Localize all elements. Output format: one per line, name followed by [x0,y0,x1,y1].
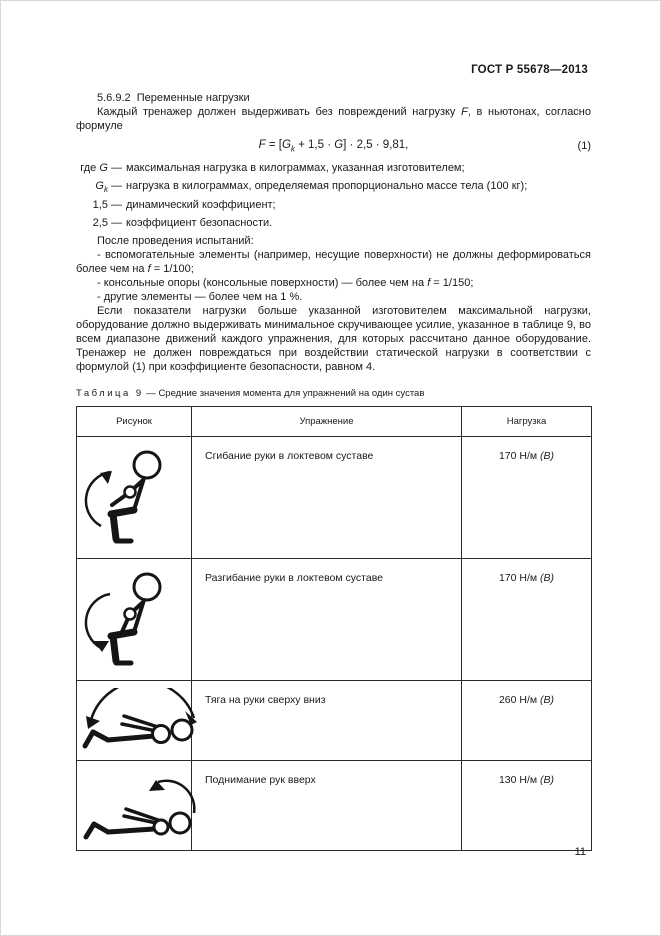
definition-line [76,198,591,216]
definition-line [76,216,591,234]
seated-elbow-flexion-figure [81,446,187,550]
caption-text: — Средние значения момента для упражнений на один сустав [143,388,425,400]
figure-cell [77,761,192,851]
test-condition-item: - другие элементы — более чем на 1 %. [97,291,303,304]
formula-block [76,138,591,156]
load-table [76,406,592,851]
figure-cell [77,681,192,761]
header-cell-figure: Рисунок [77,407,192,437]
exercise-cell: Поднимание рук вверх [192,761,462,851]
page-content [76,91,591,851]
def-description: коэффициент безопасности. [126,216,273,229]
definition-line [76,179,591,197]
table-caption [76,387,591,401]
tests-intro: После проведения испытаний: [97,235,254,248]
load-cell: 170 Н/м (В) [462,437,592,559]
section-heading: 5.6.9.2 Переменные нагрузки [97,92,250,104]
load-requirements-paragraph: Если показатели нагрузки больше указанной изготовителем максимальной нагрузки, оборудование должно выдерживать минимальное скручивающее усилие, указанное в таблице 9, во всем диапазоне движений каждого упражнения, для которых рассчитано данное оборудование. Тренажер не должен повреждаться при воздействии статической нагрузки в соответствии с формулой (1) при коэффициенте безопасности, равном 4. [76,305,591,374]
intro-variable: F [461,106,468,118]
def-term: 1,5 — [92,198,122,211]
figure-cell [77,437,192,559]
def-term: где G — [80,162,122,175]
lying-lat-pulldown-figure [78,688,204,754]
page-number: 11 [574,846,586,858]
exercise-cell: Разгибание руки в локтевом суставе [192,559,462,681]
def-description: динамический коэффициент; [126,198,276,211]
formula-expression: $F = [G_k + 1,5 \cdot G] \cdot 2,5 \cdot 9,81$, [258,139,409,154]
intro-text-2: , в ньютонах, согласно формуле [76,106,592,132]
caption-label: Таблица 9 [76,388,144,400]
def-description: максимальная нагрузка в килограммах, указанная изготовителем; [126,162,465,175]
table-row [77,761,592,851]
figure-cell [77,559,192,681]
test-condition-item: - вспомогательные элементы (например, несущие поверхности) не должны деформироваться более чем на f = 1/100; [76,249,591,276]
load-cell: 260 Н/м (В) [462,681,592,761]
table-header-row [77,407,592,437]
intro-text-1: Каждый тренажер должен выдерживать без повреждений нагрузку [97,106,462,118]
header-cell-load: Нагрузка [462,407,592,437]
table-row [77,559,592,681]
where-definitions [76,161,591,234]
load-cell: 170 Н/м (В) [462,559,592,681]
table-row [77,681,592,761]
header-cell-exercise: Упражнение [192,407,462,437]
table-row [77,437,592,559]
intro-paragraph [76,105,591,133]
definition-line [76,161,591,179]
def-term: $G_k$ — [95,180,122,195]
seated-elbow-extension-figure [81,568,187,672]
lying-arm-raise-figure [78,769,204,843]
exercise-cell: Сгибание руки в локтевом суставе [192,437,462,559]
doc-number: ГОСТ Р 55678—2013 [471,64,588,76]
exercise-cell: Тяга на руки сверху вниз [192,681,462,761]
load-cell: 130 Н/м (В) [462,761,592,851]
def-description: нагрузка в килограммах, определяемая пропорционально массе тела (100 кг); [126,180,528,193]
def-term: 2,5 — [92,216,122,229]
test-condition-item: - консольные опоры (консольные поверхности) — более чем на f = 1/150; [97,277,474,290]
formula-number: (1) [577,140,591,152]
